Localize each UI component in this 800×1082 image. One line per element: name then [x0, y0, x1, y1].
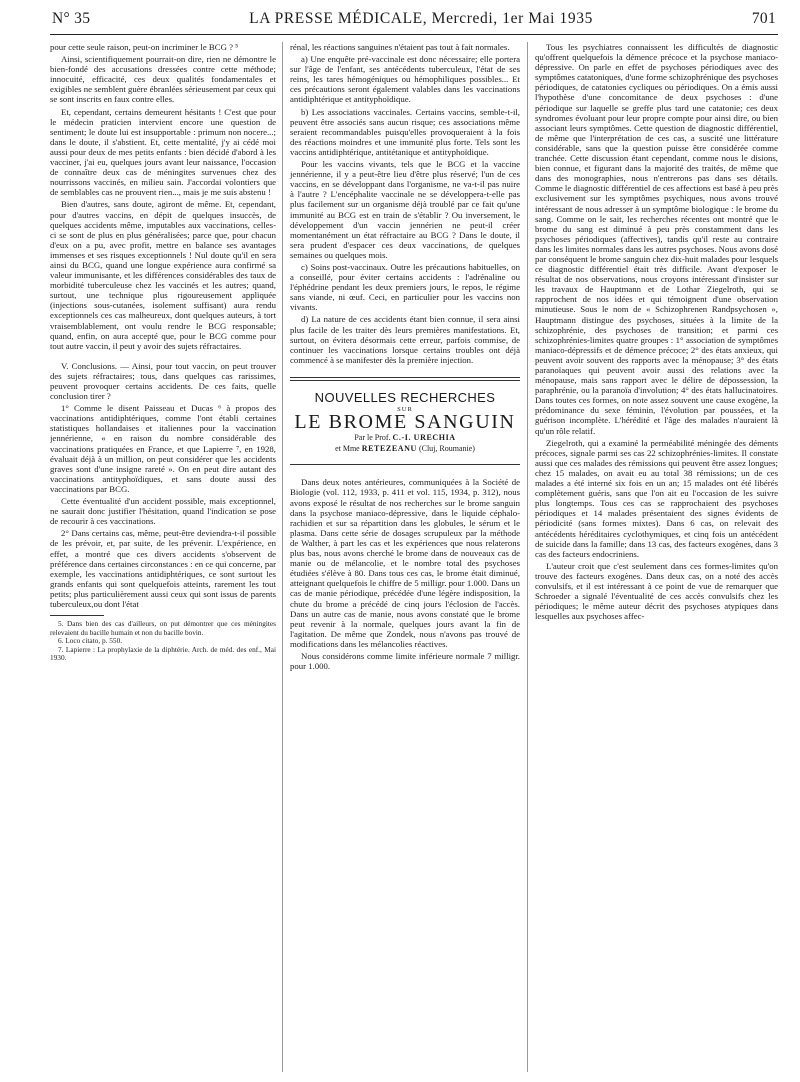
paragraph: Pour les vaccins vivants, tels que le BCG et la vaccine jennérienne, il y a peut-être lieu d'être plus réservé; l'un de ces vaccins, en se développant dans l'organisme, ne va-t-il pas nuire à l'autre ? L'encéphalite vaccinale ne se développera-t-elle pas plus facilement sur un organisme déjà troublé par ce fait qu'une immunité au BCG est en train de s'établir ? Ou inversement, le développement d'un vaccin jennérien ne peut-il créer momentanément un état réfractaire au BCG ? Dans le doute, il sera prudent d'espacer ces deux vaccinations, de quelques semaines ou quelques mois.	[290, 159, 520, 260]
paragraph: Nous considérons comme limite inférieure normale 7 milligr. pour 1.000.	[290, 650, 520, 672]
article-sur: SUR	[397, 406, 413, 413]
paragraph: Ainsi, scientifiquement pourrait-on dire, rien ne démontre le bien-fondé des accusations dressées contre cette méthode; innocuité, efficacité, ces deux qualités fondamentales et exigibles ne semblent guère ébranlées sérieusement par ceux qui se sont inscrits en faux contre elles.	[50, 54, 276, 105]
paragraph: a) Une enquête pré-vaccinale est donc nécessaire; elle portera sur l'âge de l'enfant, ses antécédents tuberculeux, l'état de ses reins, les tares hémogéniques ou hémophiliques possibles... Et ces précautions seront également valables dans les vaccinations antidiphtérique et antityphoïdique.	[290, 54, 520, 105]
paragraph: c) Soins post-vaccinaux. Outre les précautions habituelles, on a conseillé, pour éviter certains accidents : l'adrénaline ou l'éphédrine pendant les deux premiers jours, le repos, le régime sans viande, ni œuf. Ceci, en particulier pour les vaccins non vivants.	[290, 261, 520, 313]
author-prefix: Par le Prof.	[354, 433, 393, 443]
article-author-1	[290, 433, 520, 443]
paragraph: Tous les psychiatres connaissent les difficultés de diagnostic qu'offrent quelquefois la démence précoce et la psychose maniaco-dépressive. On parle en effet de psychoses périodiques avec des symptômes catatoniques, d'une forme schizophrénique des psychoses périodiques, de catatonies cycliques ou périodiques. On a émis aussi l'hypothèse d'une concomitance de deux psychoses : d'une périodique sur laquelle se greffe plus tard une catatonie; ces deux syndromes évoluant pour leur propre compte pour ainsi dire, ou bien associant leurs symptômes. Cette question de diagnostic différentiel, de même que l'interprétation de ces cas, a suscité une littérature considérable, sans que la question puisse être considérée comme tranchée. Cette discussion étant cependant, comme nous le disions, bien connue, et figurant dans la majorité des traités, de même que dans des monographies, nous n'entrerons pas dans ses détails. Comme le diagnostic différentiel de ces affections est basé à peu près exclusivement sur les symptômes psychiques, nous avons trouvé intéressant de nous adresser à un symptôme biologique : le brome du sang. Comme on le sait, les recherches récentes ont montré que le brome du sang est diminué à peu près constamment dans les psychoses périodiques (affectives), tandis qu'il reste au contraire dans les limites normales dans les autres psychoses. Nous avons dosé par conséquent le brome sanguin chez dix-huit malades pour lesquels ce diagnostic différentiel était très difficile. Avant d'exposer le résultat de nos observations, nous croyons intéressant d'insister sur les travaux de Hauptmann et de Lothar Ziegelroth, qui se rapprochent de nos idées et qui témoignent d'une observation minutieuse. Sous le nom de « Schizophrenen Randpsychosen », Hauptmann distingue des psychoses, situées à la limite de la schizophrénie, des psychoses de transition; et parmi ces schizophrénies-limites quatre groupes : 1° association de symptômes maniaco-dépressifs et de démence précoce; 2° des états anxieux, qui peuvent avoir souvent des rapports avec la ménopause; 3° des états paranoïaques qui peuvent avoir aussi des relations avec la ménopause, mais sans rapport avec le délire de dépossession, la paraphrénie, ou la paranoïa d'involution; 4° des états hallucinatoires. Dans toutes ces formes, on note assez souvent une cause exogène, la prédominance du sexe féminin, l'évolution par poussées, et la guérison incomplète. L'hérédité et l'âge des malades n'auraient là qu'un rôle relatif.	[535, 42, 778, 436]
column-right	[527, 42, 778, 1072]
paragraph: b) Les associations vaccinales. Certains vaccins, semble-t-il, peuvent être associés sans aucun risque; ces associations même seraient recommandables puisqu'elles provoqueraient à la fois des réactions moindres et une immunité plus forte. Tels sont les vaccins antidiphtérique, antitétanique et antityphoïdique.	[290, 106, 520, 157]
article-kicker: NOUVELLES RECHERCHES	[314, 389, 496, 405]
author-affiliation: (Cluj, Roumanie)	[416, 444, 475, 454]
page-number: 701	[751, 10, 776, 27]
footnotes	[50, 620, 276, 663]
paragraph: d) La nature de ces accidents étant bien connue, il sera ainsi plus facile de les traiter dès leurs premières manifestations. Et, surtout, on évitera désormais cette erreur, parfois commise, de continuer les vaccinations lorsque certains troubles ont déjà commencé à se manifester dès la première injection.	[290, 314, 520, 365]
article-author-2	[290, 444, 520, 454]
paragraph: rénal, les réactions sanguines n'étaient pas tout à fait normales.	[290, 42, 510, 52]
footnote: 6. Loco citato, p. 550.	[58, 636, 123, 646]
text-columns	[50, 42, 778, 1072]
paragraph: Cette éventualité d'un accident possible, mais exceptionnel, ne saurait donc justifier l'hésitation, quand l'indication se pose de recourir à ces vaccinations.	[50, 496, 276, 527]
issue-number: N° 35	[52, 10, 91, 27]
column-left	[50, 42, 282, 1072]
column-middle	[282, 42, 527, 1072]
paragraph: 1° Comme le disent Paisseau et Ducas ⁶ à propos des vaccinations antidiphtériques, comme l'ont établi certaines statistiques hollandaises et italiennes pour la vaccination jennérienne, « en raison du nombre considérable des vaccinations pratiquées en France, et que Lapierre ⁷, en 1928, évaluait déjà à un million, on peut considérer que les accidents graves sont d'une insigne rareté ». On en peut dire autant des vaccinations antityphoïdiques, et sans doute aussi des vaccinations par BCG.	[50, 403, 276, 494]
paragraph: pour cette seule raison, peut-on incriminer le BCG ? ⁵	[50, 42, 239, 52]
footnote: 7. Lapierre : La prophylaxie de la diphtérie. Arch. de méd. des enf., Mai 1930.	[50, 644, 276, 663]
journal-title: LA PRESSE MÉDICALE, Mercredi, 1er Mai 1935	[249, 10, 593, 27]
paragraph: 2° Dans certains cas, même, peut-être deviendra-t-il possible de les prévoir, et, par suite, de les prévenir. L'expérience, en effet, a montré que ces divers accidents s'observent de préférence dans certaines circonstances : en ce qui concerne, par exemple, les vaccinations antidiphtériques, ce sont surtout les grands enfants qui sont quelquefois atteints, rarement les tout petits; plus particulièrement aussi ceux qui sont issus de parents tuberculeux,ou dont l'état	[50, 528, 276, 609]
article-heading	[290, 380, 520, 465]
paragraph: Dans deux notes antérieures, communiquées à la Société de Biologie (vol. 112, 1933, p. 411 et vol. 115, 1934, p. 312), nous avons exposé le résultat de nos recherches sur le brome sanguin dans la psychose maniaco-dépressive, dans le liquide céphalo-rachidien et sur sa répartition dans les globules, le sérum et le plasma. Dans cette série de dosages scrupuleux par la méthode de Walther, à part les cas et les expériences que nous relaterons plus bas, nous avons cherché le brome dans de nouveaux cas de manie ou de mélancolie, et le nombre total des psychoses étudiées s'élève à 80. Dans tous ces cas, le brome était diminué, atteignant quelquefois le chiffre de 5 milligr. pour 1.000. Dans un cas de manie périodique, précédée d'une légère indisposition, la chute du brome a précédé de cinq jours l'éclosion de l'accès. Dans un autre cas de manie, nous avons constaté que le brome peut revenir à la normale, quelques jours avant la fin de l'agitation. De même que Zondek, nous n'avons pas trouvé de modifications dans les mélancolies réactives.	[290, 477, 520, 649]
paragraph: Et, cependant, certains demeurent hésitants ! C'est que pour le médecin praticien intervient encore une question de sentiment; le doute lui est insupportable : primum non nocere...; dans le doute, il s'abstient. Et, cette mentalité, j'y ai cédé moi aussi pour deux de mes petits enfants : bien décidé d'abord à les vacciner, j'ai eu, quelques jours avant leur naissance, l'occasion de connaître deux cas de méningites survenues chez des nourrissons vaccinés, en milieu sain. J'accordai volontiers que de semblables cas ne prouvent rien..., mais je me suis abstenu !	[50, 106, 276, 198]
paragraph: L'auteur croit que c'est seulement dans ces formes-limites qu'on trouve des facteurs exogènes. Dans deux cas, on a noté des accès convulsifs, et il est intéressant à ce point de vue de remarquer que Schroeder a signalé l'éventualité de ces accès convulsifs chez les périodiques; le même auteur décrit des psychoses atypiques dans lesquelles aux psychoses affec-	[535, 560, 778, 622]
author-name: C.-I. URECHIA	[392, 433, 456, 443]
article-title: LE BROME SANGUIN	[294, 411, 516, 434]
author-name: RETEZEANU	[361, 444, 417, 454]
author-prefix: et Mme	[335, 444, 362, 454]
article-top-rule	[290, 377, 520, 378]
paragraph: Bien d'autres, sans doute, agiront de même. Et, cependant, pour d'autres vaccins, en dépit de quelques insuccès, de quelques accidents même, imputables aux vaccinations, celles-ci se sont de plus en plus généralisées; parce que, pour chacun d'eux on a pu, avec profit, mettre en balance ses avantages immenses et ses risques exceptionnels ! Nul doute qu'il en sera ainsi du BCG, quand une longue expérience aura confirmé sa valeur immunisante, et les différences considérables des taux de morbidité tuberculeuse chez les vaccinés et les autres; quand, surtout, une technique plus rigoureusement appliquée (injections sous-cutanées, isolement suffisant) aura rendu exceptionnels ces cas malheureux, dont quelques auteurs, à tort vraisemblablement, ont voulu rendre le BCG responsable; quand, enfin, on aura accepté que, pour le BCG comme pour tout autre vaccin, il peut y avoir des sujets réfractaires.	[50, 199, 276, 351]
page-header	[50, 10, 778, 35]
conclusions-paragraph: V. Conclusions. — Ainsi, pour tout vaccin, on peut trouver des sujets réfractaires; tous, dans quelques cas rarissimes, peuvent provoquer certains accidents. De ces faits, quelle conclusion tirer ?	[50, 360, 276, 402]
footnote: 5. Dans bien des cas d'ailleurs, on put démontrer que ces méningites relevaient du bacille humain et non du bacille bovin.	[50, 619, 276, 637]
footnote-rule	[50, 615, 104, 616]
paragraph: Ziegelroth, qui a examiné la perméabilité méningée des déments précoces, signale parmi ses cas 22 schizophrénies-limites. Il constate aussi que ces malades des rémissions qui peuvent être assez longues; chez 15 malades, on avait eu au total 38 rémissions; un de ces malades a été interné six fois en un an; 15 malades ont été libérés complètement guéris, sans que l'on ait eu l'occasion de les suivre plus longtemps. Tous ces cas se rapprochaient des psychoses périodiques et 14 malades présentaient des signes évidents de périodicité (sans formes mixtes). Dans 6 cas, on relevait des antécédents héréditaires cyclothymiques, et cinq fois un antécédent de suicide dans la famille; dans 13 cas, des facteurs exogènes, dans 3 cas des facteurs endocriniens.	[535, 437, 778, 559]
